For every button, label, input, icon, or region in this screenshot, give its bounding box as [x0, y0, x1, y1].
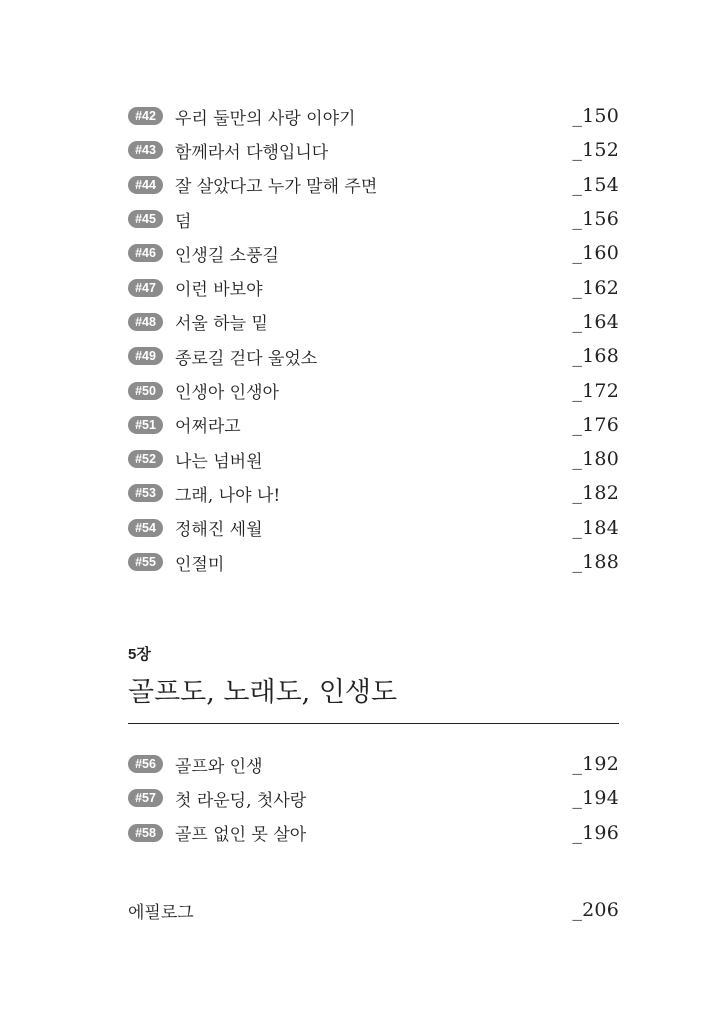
toc-entry[interactable] [128, 99, 619, 133]
chapter-divider [128, 723, 619, 724]
toc-entry[interactable] [128, 408, 619, 442]
epilogue-page-number: _206 [572, 899, 619, 921]
toc-entry[interactable] [128, 168, 619, 202]
entry-number-badge: #43 [128, 141, 163, 159]
toc-entry[interactable] [128, 305, 619, 339]
entry-number-badge: #48 [128, 313, 163, 331]
entry-number-badge: #51 [128, 416, 163, 434]
toc-entry[interactable] [128, 442, 619, 476]
entry-page-number: _176 [572, 413, 619, 436]
entry-title: 인절미 [175, 554, 225, 575]
toc-list-part4 [128, 99, 619, 579]
entry-title: 우리 둘만의 사랑 이야기 [175, 108, 356, 129]
entry-page-number: _184 [572, 516, 619, 539]
toc-entry-epilogue[interactable] [128, 893, 619, 927]
toc-entry[interactable] [128, 816, 619, 850]
toc-entry[interactable] [128, 476, 619, 510]
entry-title: 골프와 인생 [175, 756, 263, 777]
entry-title: 첫 라운딩, 첫사랑 [175, 790, 307, 811]
entry-number-badge: #44 [128, 176, 163, 194]
toc-entry[interactable] [128, 270, 619, 304]
toc-entry[interactable] [128, 202, 619, 236]
entry-number-badge: #55 [128, 553, 163, 571]
entry-page-number: _162 [572, 276, 619, 299]
entry-page-number: _164 [572, 310, 619, 333]
entry-number-badge: #45 [128, 210, 163, 228]
entry-title: 이런 바보야 [175, 280, 263, 301]
entry-page-number: _182 [572, 482, 619, 505]
chapter-title: 골프도, 노래도, 인생도 [128, 677, 398, 708]
entry-number-badge: #54 [128, 519, 163, 537]
entry-title: 종로길 걷다 울었소 [175, 348, 318, 369]
entry-title: 정해진 세월 [175, 520, 263, 541]
toc-entry[interactable] [128, 236, 619, 270]
entry-title: 잘 살았다고 누가 말해 주면 [175, 177, 378, 198]
toc-list-chapter5 [128, 747, 619, 850]
entry-title: 함께라서 다행입니다 [175, 142, 329, 163]
entry-page-number: _194 [572, 787, 619, 810]
entry-number-badge: #52 [128, 450, 163, 468]
entry-page-number: _150 [572, 105, 619, 128]
chapter-label: 5장 [128, 646, 151, 663]
entry-number-badge: #53 [128, 484, 163, 502]
entry-page-number: _188 [572, 551, 619, 573]
entry-page-number: _160 [572, 242, 619, 265]
entry-number-badge: #57 [128, 789, 163, 807]
entry-page-number: _196 [572, 821, 619, 844]
entry-number-badge: #42 [128, 107, 163, 125]
entry-title: 그래, 나야 나! [175, 485, 281, 506]
toc-entry[interactable] [128, 747, 619, 781]
entry-number-badge: #56 [128, 755, 163, 773]
entry-number-badge: #47 [128, 279, 163, 297]
entry-number-badge: #46 [128, 244, 163, 262]
entry-number-badge: #49 [128, 347, 163, 365]
toc-entry[interactable] [128, 133, 619, 167]
entry-page-number: _152 [572, 139, 619, 162]
entry-title: 골프 없인 못 살아 [175, 825, 307, 846]
toc-entry[interactable] [128, 511, 619, 545]
entry-title: 나는 넘버원 [175, 451, 263, 472]
toc-entry[interactable] [128, 373, 619, 407]
entry-page-number: _172 [572, 379, 619, 402]
entry-title: 서울 하늘 밑 [175, 314, 268, 335]
entry-page-number: _168 [572, 345, 619, 368]
toc-entry[interactable] [128, 781, 619, 815]
entry-page-number: _180 [572, 448, 619, 471]
toc-entry[interactable] [128, 339, 619, 373]
entry-page-number: _154 [572, 173, 619, 196]
entry-page-number: _192 [572, 753, 619, 776]
entry-title: 어쩌라고 [175, 417, 241, 438]
toc-entry[interactable] [128, 545, 619, 579]
entry-page-number: _156 [572, 208, 619, 231]
epilogue-title: 에필로그 [128, 902, 194, 923]
entry-title: 인생길 소풍길 [175, 245, 279, 266]
entry-number-badge: #58 [128, 824, 163, 842]
entry-title: 인생아 인생아 [175, 383, 279, 404]
entry-number-badge: #50 [128, 382, 163, 400]
entry-title: 덤 [175, 211, 192, 232]
